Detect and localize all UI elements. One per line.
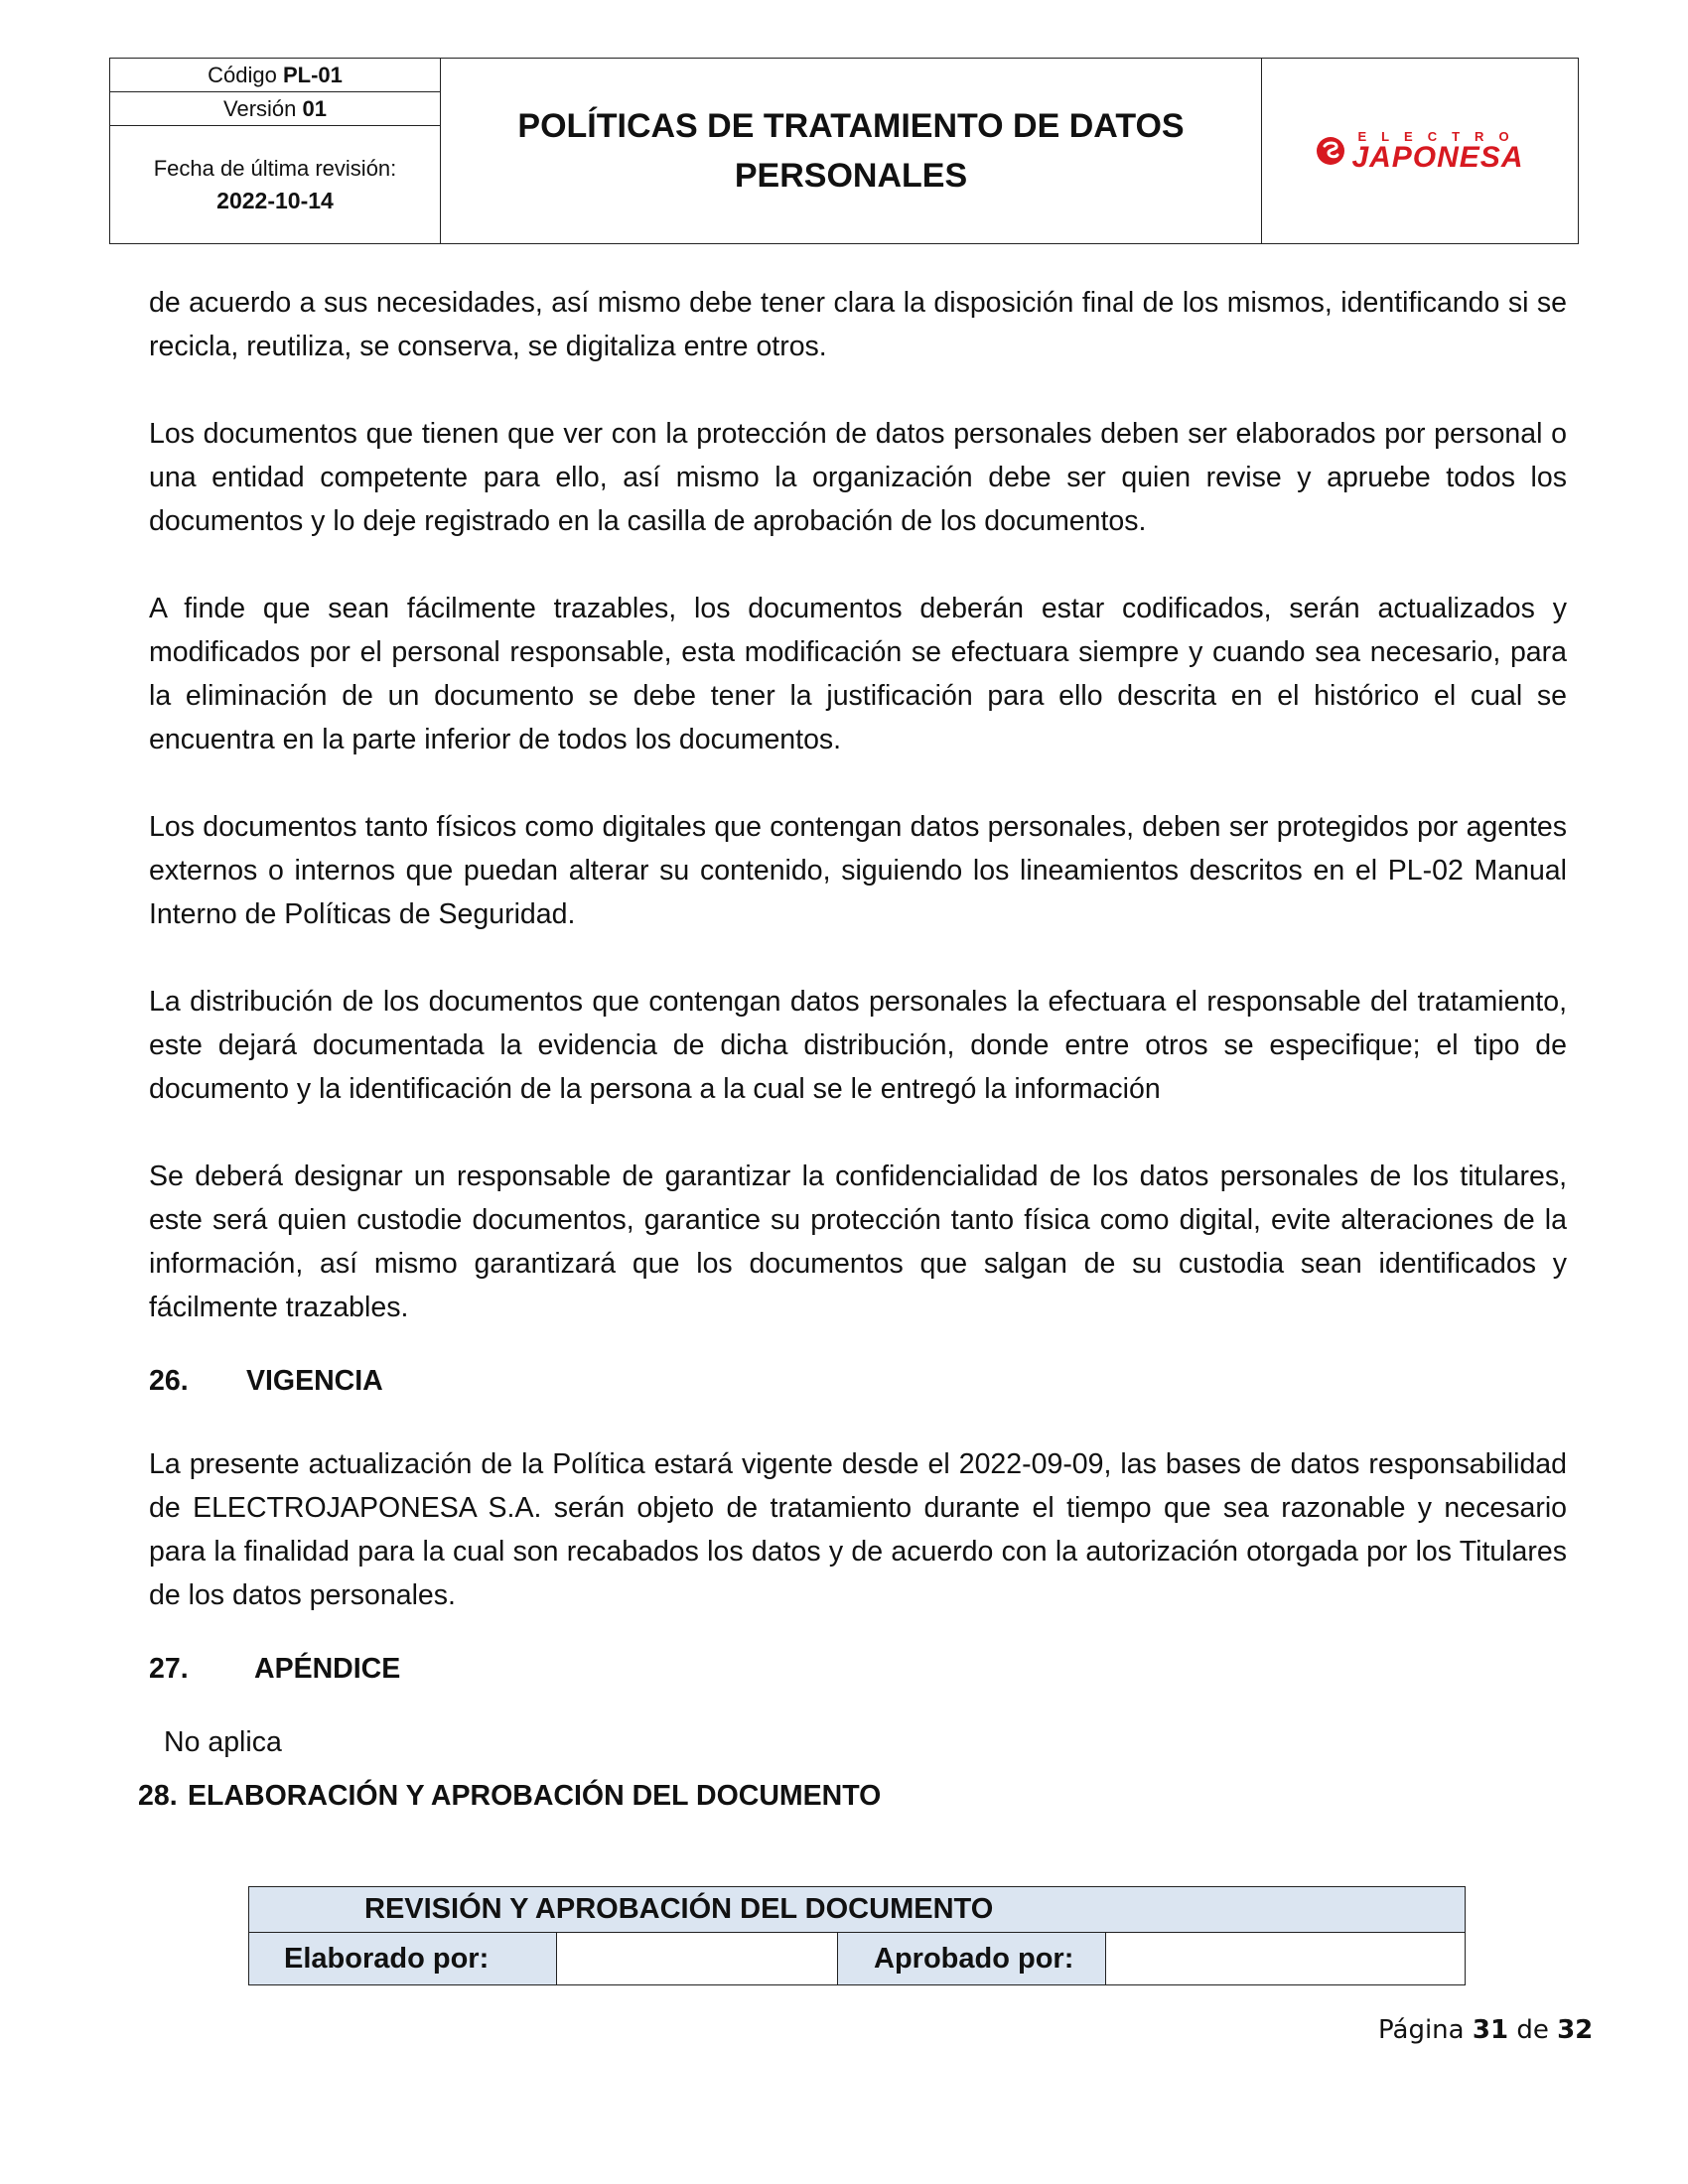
section-title: APÉNDICE bbox=[254, 1653, 401, 1685]
header-logo-cell bbox=[1262, 59, 1578, 243]
logo-emblem-icon bbox=[1316, 136, 1345, 166]
version-label: Versión bbox=[223, 96, 297, 121]
revision-cell bbox=[110, 126, 440, 243]
section-number: 28. bbox=[138, 1780, 178, 1812]
prepared-by-value bbox=[557, 1933, 838, 1984]
page-label: Página bbox=[1378, 2015, 1465, 2045]
document-body bbox=[149, 281, 1567, 1808]
logo-top-text: ELECTRO bbox=[1357, 128, 1524, 144]
page-total: 32 bbox=[1557, 2015, 1594, 2045]
approval-table-row bbox=[249, 1933, 1465, 1984]
page-number bbox=[1378, 2015, 1593, 2045]
page-current: 31 bbox=[1472, 2015, 1509, 2045]
version-value: 01 bbox=[302, 96, 327, 121]
paragraph: Se deberá designar un responsable de garantizar la confidencialidad de los datos personales de los titulares, este será quien custodie documentos, garantice su protección tanto física como digital, evite alteraciones de la información, así mismo garantizará que los documentos que salgan de su custodia sean identificados y fácilmente trazables. bbox=[149, 1160, 1567, 1323]
section-title: VIGENCIA bbox=[246, 1365, 383, 1397]
document-title: POLÍTICAS DE TRATAMIENTO DE DATOS PERSONALES bbox=[517, 107, 1185, 195]
paragraph: A finde que sean fácilmente trazables, los documentos deberán estar codificados, serán actualizados y modificados por el personal responsable, esta modificación se efectuara siempre y cuando sea necesario, para la eliminación de un documento se debe tener la justificación para ello descrita en el histórico el cual se encuentra en la parte inferior de todos los documentos. bbox=[149, 593, 1567, 755]
approved-by-value bbox=[1106, 1933, 1465, 1984]
prepared-by-label: Elaborado por: bbox=[249, 1933, 557, 1984]
approved-by-label: Aprobado por: bbox=[838, 1933, 1106, 1984]
header-metadata bbox=[110, 59, 441, 243]
code-value: PL-01 bbox=[282, 63, 343, 87]
section-number: 26. bbox=[149, 1365, 189, 1397]
document-header bbox=[109, 58, 1579, 244]
version-row bbox=[110, 92, 440, 126]
section-title: ELABORACIÓN Y APROBACIÓN DEL DOCUMENTO bbox=[188, 1780, 882, 1812]
code-label: Código bbox=[208, 63, 277, 87]
page-of-label: de bbox=[1516, 2015, 1549, 2045]
paragraph: La distribución de los documentos que contengan datos personales la efectuara el responsable del tratamiento, este dejará documentada la evidencia de dicha distribución, donde entre otros se especifique; el tipo de documento y la identificación de la persona a la cual se le entregó la información bbox=[149, 986, 1567, 1105]
company-logo bbox=[1316, 130, 1523, 173]
section-heading-apendice bbox=[149, 1647, 1567, 1691]
paragraph-apendice: No aplica bbox=[164, 1726, 282, 1758]
revision-date: 2022-10-14 bbox=[216, 188, 334, 213]
paragraph: Los documentos tanto físicos como digitales que contengan datos personales, deben ser protegidos por agentes externos o internos que puedan alterar su contenido, siguiendo los lineamientos descritos en el PL-02 Manual Interno de Políticas de Seguridad. bbox=[149, 811, 1567, 930]
approval-table-header: REVISIÓN Y APROBACIÓN DEL DOCUMENTO bbox=[249, 1887, 1465, 1933]
section-number: 27. bbox=[149, 1653, 189, 1685]
paragraph: Los documentos que tienen que ver con la protección de datos personales deben ser elaborados por personal o una entidad competente para ello, así mismo la organización debe ser quien revise y apruebe todos los documentos y lo deje registrado en la casilla de aprobación de los documentos. bbox=[149, 418, 1567, 537]
paragraph: de acuerdo a sus necesidades, así mismo debe tener clara la disposición final de los mismos, identificando si se recicla, reutiliza, se conserva, se digitaliza entre otros. bbox=[149, 287, 1567, 362]
header-title-cell bbox=[441, 59, 1262, 243]
approval-table bbox=[248, 1886, 1466, 1985]
section-heading-elaboracion bbox=[138, 1774, 881, 1818]
paragraph-vigencia: La presente actualización de la Política estará vigente desde el 2022-09-09, las bases de datos responsabilidad de ELECTROJAPONESA S.A. serán objeto de tratamiento durante el tiempo que sea razonable y necesario para la finalidad para la cual son recabados los datos y de acuerdo con la autorización otorgada por los Titulares de los datos personales. bbox=[149, 1448, 1567, 1611]
code-row bbox=[110, 59, 440, 92]
revision-label: Fecha de última revisión: bbox=[153, 156, 397, 181]
logo-main-text: JAPONESA bbox=[1351, 140, 1524, 174]
section-heading-vigencia bbox=[149, 1359, 1567, 1403]
